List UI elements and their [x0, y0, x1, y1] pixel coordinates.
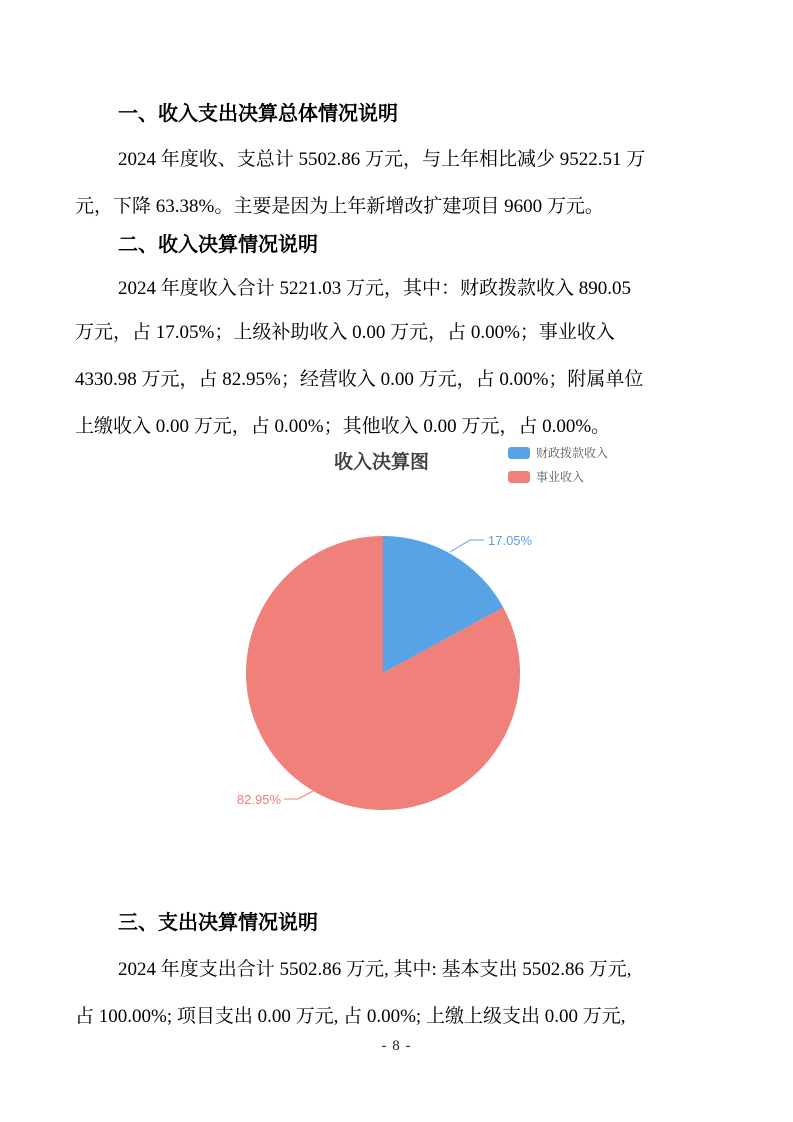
legend-item-business [508, 468, 584, 485]
section-3-line-1: 2024 年度支出合计 5502.86 万元, 其中: 基本支出 5502.86 万元, [118, 959, 632, 980]
pie-label-blue: 17.05% [488, 533, 533, 548]
section-2-line-4: 上缴收入 0.00 万元，占 0.00%；其他收入 0.00 万元，占 0.00%。 [75, 416, 611, 437]
section-2-line-2: 万元，占 17.05%；上级补助收入 0.00 万元，占 0.00%；事业收入 [75, 322, 615, 343]
pie-label-red: 82.95% [236, 792, 281, 807]
legend-swatch-business-icon [508, 471, 530, 483]
pie-slices [246, 536, 520, 810]
section-2-heading: 二、收入决算情况说明 [118, 234, 318, 256]
legend-label-business: 事业收入 [536, 470, 585, 484]
income-pie-chart [0, 520, 793, 830]
section-2-line-3: 4330.98 万元，占 82.95%；经营收入 0.00 万元，占 0.00%；附属单位 [75, 369, 644, 390]
leader-line-blue [450, 540, 484, 552]
legend-swatch-fiscal-icon [508, 447, 530, 459]
section-3-heading: 三、支出决算情况说明 [118, 912, 318, 934]
section-1-heading: 一、收入支出决算总体情况说明 [118, 103, 398, 125]
section-1-line-2: 元，下降 63.38%。主要是因为上年新增改扩建项目 9600 万元。 [75, 196, 604, 217]
legend-label-fiscal: 财政拨款收入 [536, 446, 609, 460]
chart-title: 收入决算图 [334, 452, 430, 473]
leader-line-red [284, 791, 313, 799]
section-2-line-1: 2024 年度收入合计 5221.03 万元，其中：财政拨款收入 890.05 [118, 278, 632, 299]
page-number: - 8 - [381, 1038, 412, 1054]
section-1-line-1: 2024 年度收、支总计 5502.86 万元，与上年相比减少 9522.51 万 [118, 149, 646, 170]
legend-item-fiscal [508, 444, 608, 461]
section-3-line-2: 占 100.00%; 项目支出 0.00 万元, 占 0.00%; 上缴上级支出 0.00 万元, [75, 1006, 626, 1027]
